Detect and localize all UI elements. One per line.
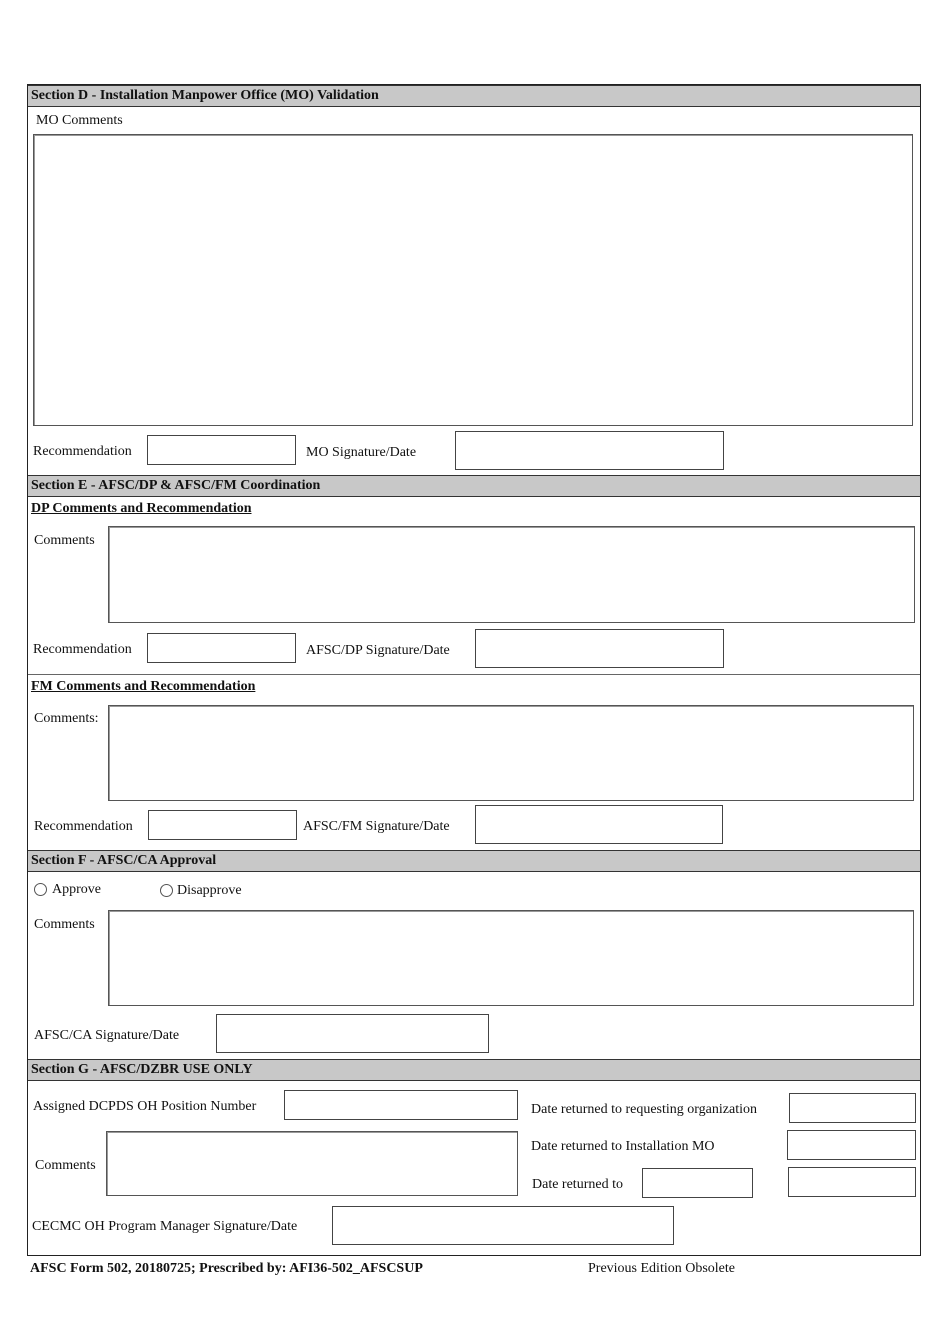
fm-signature-label: AFSC/FM Signature/Date [303,819,450,834]
disapprove-label: Disapprove [177,883,242,898]
mo-signature-label: MO Signature/Date [306,445,417,460]
ca-signature-field[interactable] [216,1014,489,1053]
date-returned-org-field[interactable] [789,1093,916,1123]
form-id: AFSC Form 502, 20180725; Prescribed by: AFI36-502_AFSCSUP [30,1261,423,1276]
position-number-label: Assigned DCPDS OH Position Number [33,1099,257,1114]
fm-recommendation-label: Recommendation [34,819,133,834]
date-returned-mo-field[interactable] [787,1130,916,1160]
g-comments-field[interactable] [106,1131,518,1196]
dp-recommendation-label: Recommendation [33,642,132,657]
ca-comments-field[interactable] [108,910,914,1006]
fm-comments-label: Comments: [34,711,99,726]
date-returned-to-date-field[interactable] [788,1167,916,1197]
edition-note: Previous Edition Obsolete [588,1261,735,1276]
dp-signature-label: AFSC/DP Signature/Date [306,643,450,658]
mo-comments-label: MO Comments [36,113,123,128]
ca-signature-label: AFSC/CA Signature/Date [34,1028,180,1043]
fm-recommendation-field[interactable] [148,810,297,840]
fm-signature-field[interactable] [475,805,723,844]
disapprove-radio[interactable] [160,884,173,897]
mo-recommendation-field[interactable] [147,435,296,465]
section-f-header: Section F - AFSC/CA Approval [28,850,920,872]
divider [28,674,920,675]
fm-heading: FM Comments and Recommendation [31,679,256,694]
approve-label: Approve [52,882,101,897]
dp-comments-label: Comments [34,533,95,548]
section-e-header: Section E - AFSC/DP & AFSC/FM Coordination [28,475,920,497]
dp-signature-field[interactable] [475,629,724,668]
dp-recommendation-field[interactable] [147,633,296,663]
cecmc-signature-label: CECMC OH Program Manager Signature/Date [32,1219,298,1234]
dp-comments-field[interactable] [108,526,915,623]
date-returned-to-recipient-field[interactable] [642,1168,753,1198]
date-returned-mo-label: Date returned to Installation MO [531,1139,715,1154]
date-returned-to-label: Date returned to [532,1177,623,1192]
section-g-header: Section G - AFSC/DZBR USE ONLY [28,1059,920,1081]
fm-comments-field[interactable] [108,705,914,801]
mo-recommendation-label: Recommendation [33,444,132,459]
cecmc-signature-field[interactable] [332,1206,674,1245]
ca-comments-label: Comments [34,917,95,932]
section-d-header: Section D - Installation Manpower Office (MO) Validation [28,85,920,107]
mo-comments-field[interactable] [33,134,913,426]
position-number-field[interactable] [284,1090,518,1120]
dp-heading: DP Comments and Recommendation [31,501,252,516]
approve-radio[interactable] [34,883,47,896]
mo-signature-field[interactable] [455,431,724,470]
g-comments-label: Comments [35,1158,96,1173]
date-returned-org-label: Date returned to requesting organization [531,1102,757,1117]
